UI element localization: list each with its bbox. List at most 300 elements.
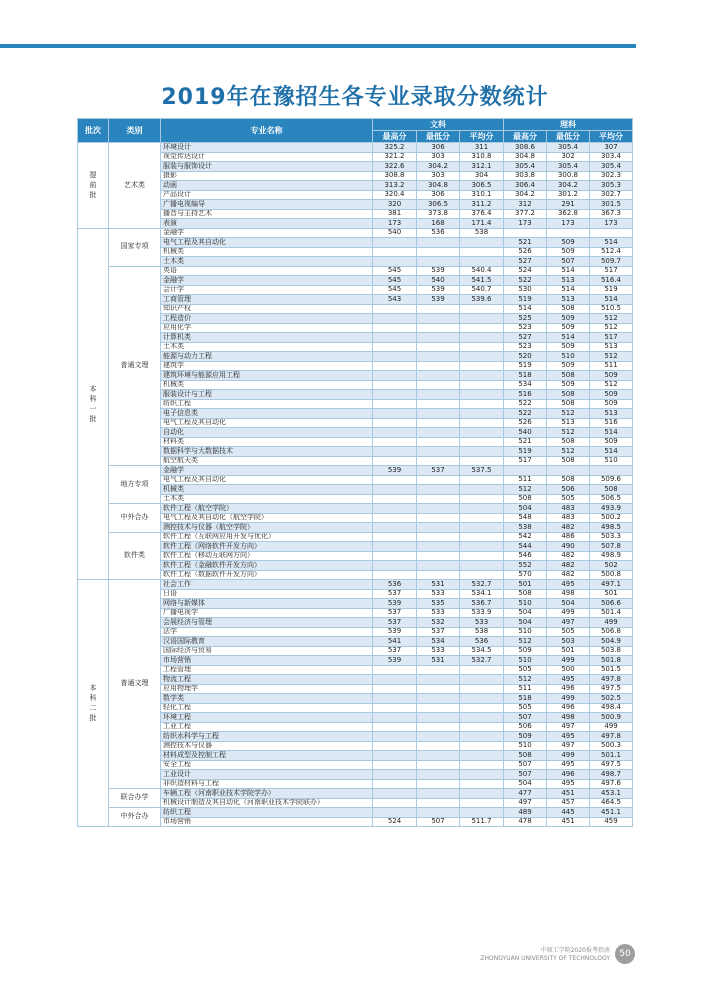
table-row: [78, 428, 633, 438]
batch-char: 本: [89, 384, 97, 393]
major-cell: 车辆工程（河南职业技术学院学办）: [161, 789, 373, 799]
li-min-cell: 300.8: [547, 171, 590, 181]
li-min-cell: 486: [547, 532, 590, 542]
table-row: [78, 656, 633, 666]
li-max-cell: 497: [504, 798, 547, 808]
wen-max-cell: 539: [373, 466, 417, 476]
wen-avg-cell: [460, 684, 504, 694]
wen-min-cell: [417, 561, 460, 571]
major-cell: 航空航天类: [161, 456, 373, 466]
wen-max-cell: [373, 732, 417, 742]
wen-avg-cell: [460, 437, 504, 447]
wen-avg-cell: 536: [460, 637, 504, 647]
wen-max-cell: 321.2: [373, 152, 417, 162]
wen-min-cell: [417, 380, 460, 390]
li-min-cell: 509: [547, 247, 590, 257]
table-row: [78, 228, 633, 238]
table-row: [78, 361, 633, 371]
wen-min-cell: 540: [417, 276, 460, 286]
wen-min-cell: [417, 703, 460, 713]
wen-avg-cell: [460, 352, 504, 362]
wen-max-cell: 539: [373, 627, 417, 637]
wen-min-cell: [417, 504, 460, 514]
wen-max-cell: [373, 741, 417, 751]
li-min-cell: 509: [547, 361, 590, 371]
li-min-cell: 501: [547, 646, 590, 656]
li-avg-cell: 500.3: [590, 741, 633, 751]
wen-avg-cell: 311: [460, 143, 504, 153]
li-avg-cell: 514: [590, 238, 633, 248]
li-min-cell: 495: [547, 675, 590, 685]
li-max-cell: 526: [504, 418, 547, 428]
wen-min-cell: 531: [417, 656, 460, 666]
major-cell: 纺织工程: [161, 808, 373, 818]
major-cell: 电气工程及其自动化: [161, 475, 373, 485]
wen-min-cell: [417, 494, 460, 504]
li-min-cell: 482: [547, 570, 590, 580]
wen-max-cell: [373, 798, 417, 808]
major-cell: 工程管理: [161, 665, 373, 675]
li-max-cell: 173: [504, 219, 547, 229]
wen-avg-cell: 536.7: [460, 599, 504, 609]
li-avg-cell: 501.5: [590, 665, 633, 675]
li-min-cell: 509: [547, 342, 590, 352]
li-avg-cell: 173: [590, 219, 633, 229]
major-cell: 软件工程（移动互联网方向）: [161, 551, 373, 561]
wen-max-cell: 536: [373, 580, 417, 590]
li-max-cell: 514: [504, 304, 547, 314]
table-row: [78, 456, 633, 466]
li-max-cell: 519: [504, 295, 547, 305]
major-cell: 社会工作: [161, 580, 373, 590]
wen-min-cell: 539: [417, 285, 460, 295]
wen-min-cell: [417, 456, 460, 466]
li-avg-cell: 451.1: [590, 808, 633, 818]
li-max-cell: 510: [504, 627, 547, 637]
wen-min-cell: [417, 770, 460, 780]
major-cell: 播音与主持艺术: [161, 209, 373, 219]
li-min-cell: 497: [547, 741, 590, 751]
wen-max-cell: [373, 371, 417, 381]
wen-avg-cell: 534.1: [460, 589, 504, 599]
major-cell: 应用物理学: [161, 684, 373, 694]
wen-min-cell: [417, 684, 460, 694]
wen-min-cell: 536: [417, 228, 460, 238]
li-min-cell: 445: [547, 808, 590, 818]
wen-min-cell: [417, 447, 460, 457]
major-cell: 建筑环境与能源应用工程: [161, 371, 373, 381]
table-row: [78, 447, 633, 457]
major-cell: 自动化: [161, 428, 373, 438]
table-row: [78, 760, 633, 770]
li-min-cell: 513: [547, 276, 590, 286]
li-min-cell: 508: [547, 399, 590, 409]
major-cell: 法学: [161, 627, 373, 637]
li-max-cell: 516: [504, 390, 547, 400]
li-min-cell: 509: [547, 380, 590, 390]
header-li-max: 最高分: [504, 131, 547, 143]
wen-min-cell: [417, 551, 460, 561]
table-row: [78, 703, 633, 713]
wen-avg-cell: [460, 361, 504, 371]
wen-avg-cell: 534.5: [460, 646, 504, 656]
li-min-cell: 510: [547, 352, 590, 362]
wen-max-cell: [373, 808, 417, 818]
wen-max-cell: [373, 713, 417, 723]
score-table: [77, 118, 633, 827]
wen-min-cell: [417, 713, 460, 723]
li-max-cell: 524: [504, 266, 547, 276]
wen-max-cell: [373, 722, 417, 732]
wen-avg-cell: 538: [460, 627, 504, 637]
li-avg-cell: 502.5: [590, 694, 633, 704]
wen-avg-cell: 540.4: [460, 266, 504, 276]
wen-max-cell: [373, 428, 417, 438]
li-min-cell: 301.2: [547, 190, 590, 200]
li-min-cell: 508: [547, 371, 590, 381]
li-max-cell: 304.2: [504, 190, 547, 200]
li-avg-cell: 513: [590, 342, 633, 352]
wen-max-cell: [373, 361, 417, 371]
li-avg-cell: 511: [590, 361, 633, 371]
wen-max-cell: [373, 504, 417, 514]
page-number-badge: 50: [615, 944, 635, 964]
wen-min-cell: [417, 779, 460, 789]
wen-min-cell: 373.8: [417, 209, 460, 219]
wen-avg-cell: [460, 798, 504, 808]
li-max-cell: 377.2: [504, 209, 547, 219]
wen-min-cell: 306: [417, 190, 460, 200]
wen-max-cell: [373, 380, 417, 390]
major-cell: 电气工程及其自动化: [161, 238, 373, 248]
wen-avg-cell: [460, 333, 504, 343]
wen-avg-cell: [460, 751, 504, 761]
li-avg-cell: 517: [590, 333, 633, 343]
wen-min-cell: [417, 247, 460, 257]
wen-max-cell: [373, 760, 417, 770]
li-avg-cell: 464.5: [590, 798, 633, 808]
wen-max-cell: [373, 494, 417, 504]
li-max-cell: 509: [504, 646, 547, 656]
wen-avg-cell: [460, 257, 504, 267]
wen-avg-cell: [460, 409, 504, 419]
batch-char: 批: [89, 191, 97, 200]
li-avg-cell: 501.8: [590, 656, 633, 666]
major-cell: 工程造价: [161, 314, 373, 324]
table-row: [78, 513, 633, 523]
wen-min-cell: [417, 352, 460, 362]
wen-avg-cell: 304: [460, 171, 504, 181]
batch-char: 科: [89, 394, 97, 403]
major-cell: 机械类: [161, 485, 373, 495]
wen-min-cell: [417, 418, 460, 428]
wen-min-cell: 168: [417, 219, 460, 229]
wen-avg-cell: 538: [460, 228, 504, 238]
wen-avg-cell: [460, 789, 504, 799]
wen-min-cell: [417, 485, 460, 495]
li-avg-cell: 499: [590, 722, 633, 732]
wen-max-cell: [373, 570, 417, 580]
li-max-cell: [504, 466, 547, 476]
wen-max-cell: [373, 513, 417, 523]
li-max-cell: 506: [504, 722, 547, 732]
wen-avg-cell: [460, 314, 504, 324]
table-row: [78, 352, 633, 362]
table-row: [78, 675, 633, 685]
li-avg-cell: 512: [590, 380, 633, 390]
li-max-cell: 527: [504, 333, 547, 343]
category-cell: 普通文理: [109, 266, 161, 466]
wen-min-cell: 537: [417, 466, 460, 476]
li-avg-cell: 503.8: [590, 646, 633, 656]
major-cell: 软件工程（数据软件开发方向）: [161, 570, 373, 580]
table-row: [78, 143, 633, 153]
category-cell: 普通文理: [109, 580, 161, 789]
wen-max-cell: [373, 352, 417, 362]
li-avg-cell: 512: [590, 352, 633, 362]
li-max-cell: 312: [504, 200, 547, 210]
li-min-cell: 495: [547, 779, 590, 789]
major-cell: 土木类: [161, 494, 373, 504]
major-cell: 非织造材料与工程: [161, 779, 373, 789]
table-row: [78, 485, 633, 495]
wen-min-cell: [417, 542, 460, 552]
wen-max-cell: 308.8: [373, 171, 417, 181]
major-cell: 软件工程（互联网应用开发与优化）: [161, 532, 373, 542]
li-min-cell: 483: [547, 513, 590, 523]
li-max-cell: 510: [504, 656, 547, 666]
li-max-cell: 523: [504, 342, 547, 352]
wen-avg-cell: [460, 722, 504, 732]
wen-min-cell: [417, 570, 460, 580]
wen-max-cell: 173: [373, 219, 417, 229]
li-min-cell: 499: [547, 751, 590, 761]
wen-max-cell: [373, 675, 417, 685]
wen-min-cell: 303: [417, 152, 460, 162]
table-row: [78, 542, 633, 552]
table-row: [78, 751, 633, 761]
li-avg-cell: 501.1: [590, 751, 633, 761]
li-min-cell: 509: [547, 314, 590, 324]
wen-min-cell: [417, 409, 460, 419]
li-max-cell: 512: [504, 675, 547, 685]
li-max-cell: 523: [504, 323, 547, 333]
li-avg-cell: 509: [590, 371, 633, 381]
li-avg-cell: 516.4: [590, 276, 633, 286]
li-min-cell: 304.2: [547, 181, 590, 191]
wen-min-cell: [417, 808, 460, 818]
li-avg-cell: 500.9: [590, 713, 633, 723]
wen-max-cell: [373, 789, 417, 799]
wen-max-cell: [373, 561, 417, 571]
wen-max-cell: 539: [373, 599, 417, 609]
li-avg-cell: 497.5: [590, 760, 633, 770]
li-min-cell: 482: [547, 561, 590, 571]
li-avg-cell: 501.4: [590, 608, 633, 618]
li-max-cell: 305.4: [504, 162, 547, 172]
table-row: [78, 732, 633, 742]
li-max-cell: 540: [504, 428, 547, 438]
li-max-cell: 538: [504, 523, 547, 533]
li-min-cell: 490: [547, 542, 590, 552]
wen-avg-cell: [460, 732, 504, 742]
major-cell: 金融学: [161, 228, 373, 238]
wen-max-cell: 537: [373, 618, 417, 628]
li-avg-cell: 307: [590, 143, 633, 153]
li-max-cell: 570: [504, 570, 547, 580]
wen-max-cell: 313.2: [373, 181, 417, 191]
li-min-cell: 505: [547, 494, 590, 504]
wen-avg-cell: [460, 741, 504, 751]
li-min-cell: 498: [547, 713, 590, 723]
li-min-cell: 497: [547, 618, 590, 628]
table-row: [78, 770, 633, 780]
table-row: [78, 741, 633, 751]
wen-min-cell: [417, 238, 460, 248]
li-max-cell: 505: [504, 703, 547, 713]
li-avg-cell: 305.3: [590, 181, 633, 191]
wen-avg-cell: [460, 304, 504, 314]
table-row: [78, 380, 633, 390]
header-li: 理科: [504, 119, 633, 131]
li-avg-cell: 493.9: [590, 504, 633, 514]
wen-max-cell: [373, 257, 417, 267]
li-min-cell: 495: [547, 580, 590, 590]
li-max-cell: 478: [504, 817, 547, 827]
wen-max-cell: 537: [373, 589, 417, 599]
table-row: [78, 152, 633, 162]
li-avg-cell: 497.6: [590, 779, 633, 789]
wen-min-cell: 535: [417, 599, 460, 609]
li-min-cell: 496: [547, 684, 590, 694]
wen-avg-cell: [460, 504, 504, 514]
wen-avg-cell: 306.5: [460, 181, 504, 191]
table-row: [78, 295, 633, 305]
li-avg-cell: 509.6: [590, 475, 633, 485]
li-max-cell: 544: [504, 542, 547, 552]
li-min-cell: 499: [547, 694, 590, 704]
table-row: [78, 247, 633, 257]
li-max-cell: 507: [504, 760, 547, 770]
li-max-cell: 526: [504, 247, 547, 257]
li-max-cell: 511: [504, 684, 547, 694]
li-max-cell: [504, 228, 547, 238]
li-min-cell: 509: [547, 323, 590, 333]
li-avg-cell: 302.3: [590, 171, 633, 181]
li-avg-cell: 497.8: [590, 675, 633, 685]
table-row: [78, 200, 633, 210]
li-max-cell: 489: [504, 808, 547, 818]
wen-avg-cell: 310.1: [460, 190, 504, 200]
li-min-cell: 500: [547, 665, 590, 675]
wen-max-cell: [373, 684, 417, 694]
li-max-cell: 504: [504, 618, 547, 628]
wen-avg-cell: [460, 513, 504, 523]
li-avg-cell: 509.7: [590, 257, 633, 267]
li-max-cell: 534: [504, 380, 547, 390]
table-row: [78, 437, 633, 447]
wen-min-cell: [417, 665, 460, 675]
li-avg-cell: 367.3: [590, 209, 633, 219]
major-cell: 产品设计: [161, 190, 373, 200]
table-row: [78, 418, 633, 428]
wen-avg-cell: [460, 760, 504, 770]
li-min-cell: 497: [547, 722, 590, 732]
wen-max-cell: [373, 342, 417, 352]
li-max-cell: 510: [504, 741, 547, 751]
wen-avg-cell: 540.7: [460, 285, 504, 295]
major-cell: 广播电视学: [161, 608, 373, 618]
wen-max-cell: [373, 703, 417, 713]
li-min-cell: 512: [547, 447, 590, 457]
wen-min-cell: [417, 323, 460, 333]
major-cell: 视觉传达设计: [161, 152, 373, 162]
wen-min-cell: [417, 722, 460, 732]
wen-avg-cell: 311.2: [460, 200, 504, 210]
wen-avg-cell: [460, 675, 504, 685]
li-avg-cell: 453.1: [590, 789, 633, 799]
li-avg-cell: [590, 466, 633, 476]
wen-min-cell: [417, 513, 460, 523]
wen-max-cell: [373, 456, 417, 466]
li-max-cell: 520: [504, 352, 547, 362]
wen-max-cell: 322.6: [373, 162, 417, 172]
li-avg-cell: 501: [590, 589, 633, 599]
table-row: [78, 551, 633, 561]
wen-max-cell: 325.2: [373, 143, 417, 153]
wen-avg-cell: [460, 542, 504, 552]
major-cell: 汉语国际教育: [161, 637, 373, 647]
major-cell: 软件工程（网络软件开发方向）: [161, 542, 373, 552]
li-max-cell: 525: [504, 314, 547, 324]
table-row: [78, 789, 633, 799]
li-max-cell: 518: [504, 371, 547, 381]
wen-min-cell: 533: [417, 608, 460, 618]
table-body: [78, 143, 633, 827]
table-row: [78, 219, 633, 229]
wen-min-cell: 533: [417, 646, 460, 656]
major-cell: 机械类: [161, 380, 373, 390]
wen-min-cell: 539: [417, 295, 460, 305]
wen-max-cell: [373, 333, 417, 343]
major-cell: 市场营销: [161, 656, 373, 666]
major-cell: 土木类: [161, 257, 373, 267]
li-min-cell: 498: [547, 589, 590, 599]
wen-max-cell: [373, 399, 417, 409]
li-max-cell: 519: [504, 447, 547, 457]
batch-cell: [78, 580, 109, 827]
li-avg-cell: 514: [590, 295, 633, 305]
wen-min-cell: [417, 399, 460, 409]
table-row: [78, 646, 633, 656]
major-cell: 电气工程及其自动化: [161, 418, 373, 428]
li-min-cell: 503: [547, 637, 590, 647]
li-max-cell: 546: [504, 551, 547, 561]
table-row: [78, 570, 633, 580]
li-min-cell: 513: [547, 295, 590, 305]
major-cell: 建筑学: [161, 361, 373, 371]
wen-max-cell: [373, 238, 417, 248]
table-row: [78, 580, 633, 590]
li-min-cell: 505: [547, 627, 590, 637]
table-row: [78, 637, 633, 647]
wen-avg-cell: [460, 485, 504, 495]
wen-max-cell: [373, 447, 417, 457]
li-min-cell: 512: [547, 409, 590, 419]
li-avg-cell: 498.4: [590, 703, 633, 713]
wen-avg-cell: [460, 808, 504, 818]
major-cell: 工商管理: [161, 295, 373, 305]
